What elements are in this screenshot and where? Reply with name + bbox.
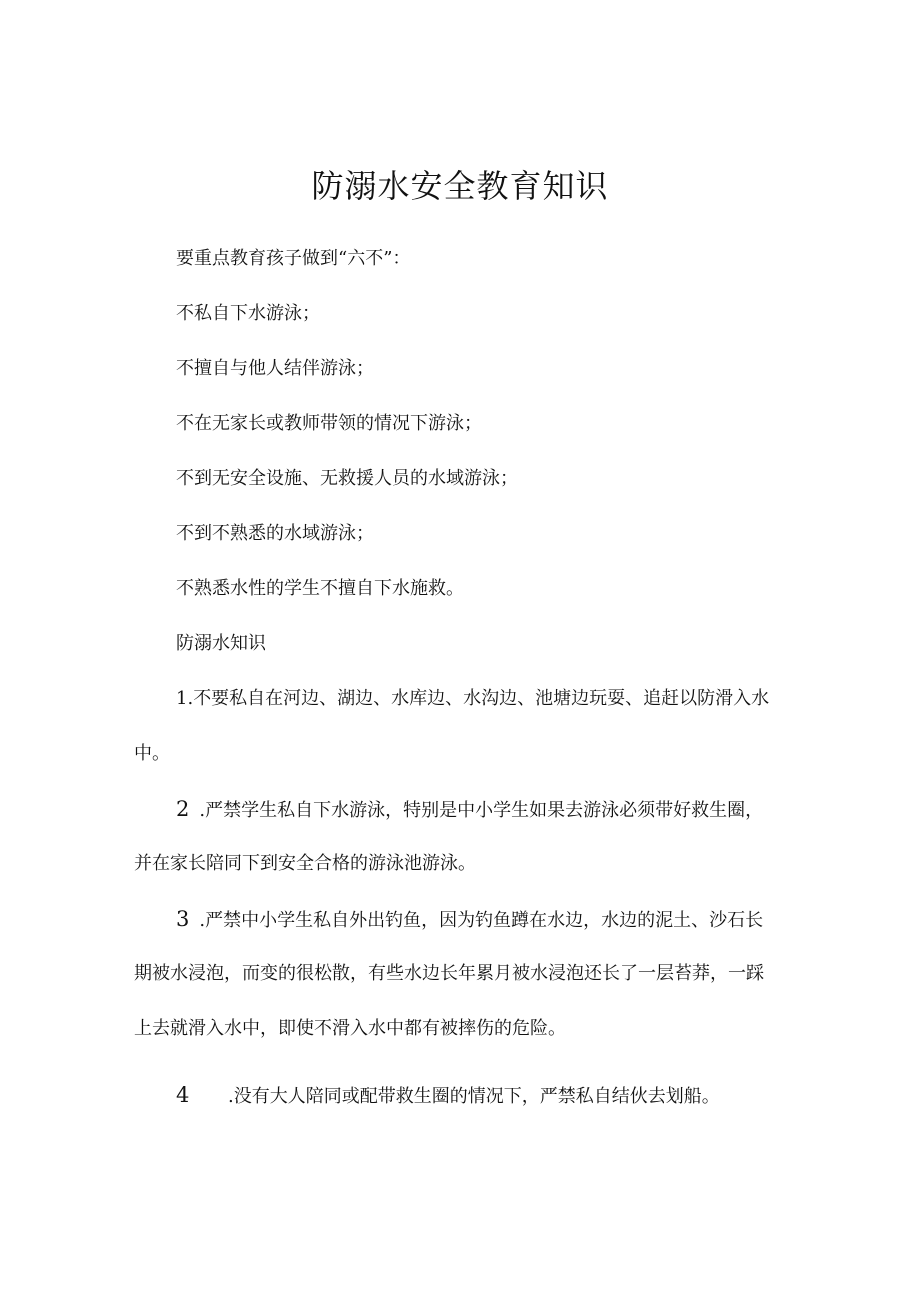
- item-4-number: 4: [176, 1083, 190, 1107]
- item-3-number: 3: [176, 907, 190, 931]
- six-nos-item-2: 不擅自与他人结伴游泳；: [176, 358, 374, 379]
- item-2-text: .严禁学生私自下水游泳，特别是中小学生如果去游泳必须带好救生圈，: [199, 800, 764, 821]
- item-4-line-1: [176, 1080, 720, 1112]
- six-nos-item-5: 不到不熟悉的水域游泳；: [176, 523, 374, 544]
- item-2-line-1: [176, 794, 763, 826]
- intro-text: 要重点教育孩子做到“六不”：: [176, 248, 411, 269]
- item-1-line-2: 中。: [134, 743, 170, 764]
- document-title: 防溺水安全教育知识: [311, 167, 609, 205]
- item-4-text: .没有大人陪同或配带救生圈的情况下，严禁私自结伙去划船。: [228, 1086, 720, 1107]
- six-nos-item-4: 不到无安全设施、无救援人员的水域游泳；: [176, 468, 518, 489]
- item-3-line-2: 期被水浸泡，而变的很松散，有些水边长年累月被水浸泡还长了一层苔莽，一踩: [134, 963, 764, 984]
- item-3-line-1: [176, 904, 763, 936]
- item-1-line-1: [176, 684, 769, 714]
- item-3-text: .严禁中小学生私自外出钓鱼，因为钓鱼蹲在水边，水边的泥土、沙石长: [199, 910, 764, 931]
- six-nos-item-6: 不熟悉水性的学生不擅自下水施救。: [176, 578, 464, 599]
- section-heading: 防溺水知识: [176, 633, 266, 654]
- item-2-number: 2: [176, 797, 190, 821]
- item-1-text: 不要私自在河边、湖边、水库边、水沟边、池塘边玩耍、追赶以防滑入水: [193, 688, 770, 709]
- six-nos-item-3: 不在无家长或教师带领的情况下游泳；: [176, 413, 482, 434]
- item-3-line-3: 上去就滑入水中，即使不滑入水中都有被摔伤的危险。: [134, 1018, 566, 1039]
- item-2-line-2: 并在家长陪同下到安全合格的游泳池游泳。: [134, 853, 476, 874]
- six-nos-item-1: 不私自下水游泳；: [176, 303, 320, 324]
- item-1-number: 1.: [176, 688, 194, 709]
